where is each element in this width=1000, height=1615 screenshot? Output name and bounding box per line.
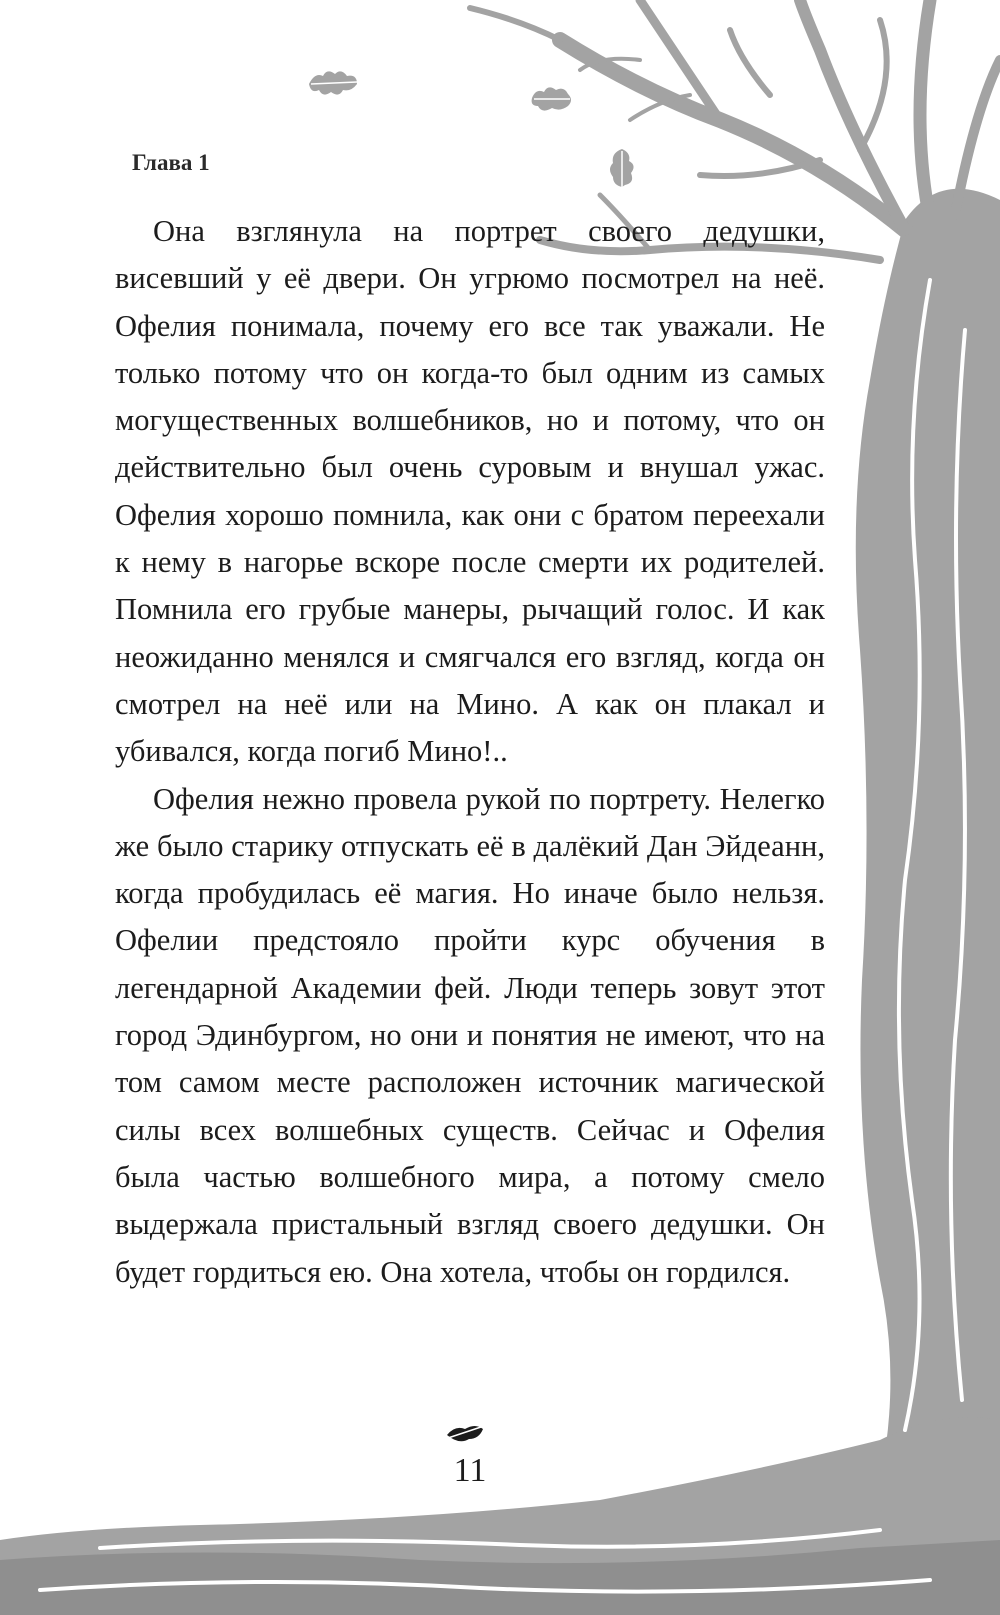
oak-leaf-icon [305,66,361,100]
chapter-label: Глава 1 [132,150,210,175]
paragraph: Она взглянула на портрет своего дедушки, висевший у её двери. Он угрюмо посмотрел на неё. Офелия понимала, почему его все так уважали. Не только потому что он когда-то был одним из самых могущественных волшебников, но и потому, что он действительно был очень суровым и внушал ужас. Офелия хорошо помнила, как они с братом переехали к нему в нагорье вскоре после смерти их родителей. Помнила его грубые манеры, рычащий голос. И как неожиданно менялся и смягчался его взгляд, когда он смотрел на неё или на Мино. А как он плакал и убивался, когда погиб Мино!.. [115,214,825,769]
oak-leaf-icon [528,82,576,116]
leaf-ornament-icon [443,1421,485,1445]
paragraph: Офелия нежно провела рукой по портрету. Нелегко же было старику отпускать её в далёкий Дан Эйдеанн, когда пробудилась её магия. Но иначе было нельзя. Офелии предстояло пройти курс обучения в легендарной Академии фей. Люди теперь зовут этот город Эдинбургом, но они и понятия не имеют, что на том самом месте расположен источник магической силы всех волшебных существ. Сейчас и Офелия была частью волшебного мира, а потому смело выдержала пристальный взгляд своего дедушки. Он будет гордиться ею. Она хотела, чтобы он гордился. [115,781,825,1289]
page-number: 11 [453,1452,487,1489]
oak-leaf-icon [605,147,639,189]
body-text [115,208,825,1296]
